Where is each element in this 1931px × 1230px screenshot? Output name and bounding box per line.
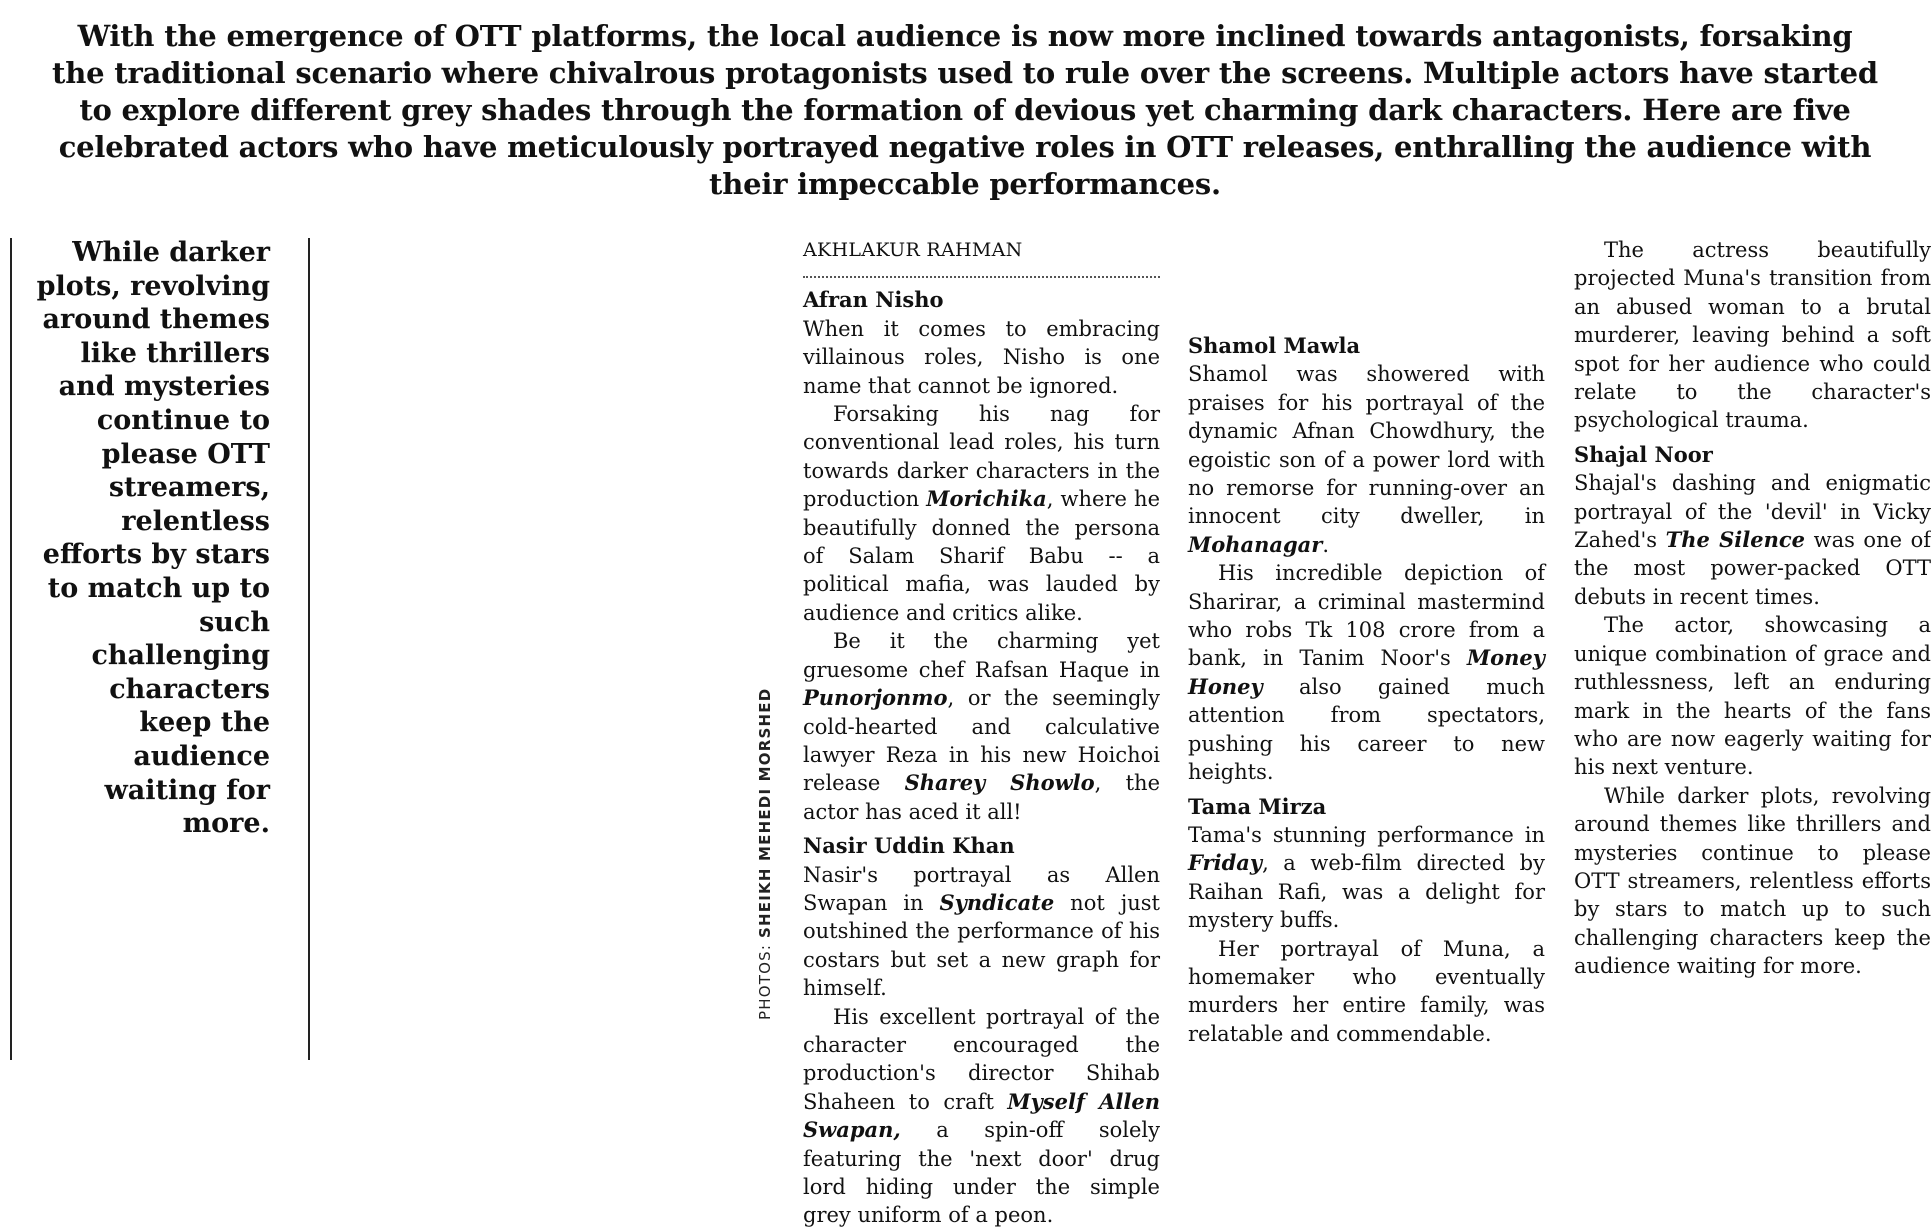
section-heading-nasir-uddin-khan: Nasir Uddin Khan xyxy=(803,833,1015,859)
afran-paragraph-3: Be it the charming yet gruesome chef Rafsan Haque in Punorjonmo, or the seemingly cold-hearted and calculative lawyer Reza in his new Hoichoi release Sharey Showlo, the actor has aced it all! xyxy=(803,629,1160,824)
section-heading-afran-nisho: Afran Nisho xyxy=(803,287,944,313)
title-sharey-showlo: Sharey Showlo xyxy=(904,770,1095,796)
title-friday: Friday xyxy=(1188,850,1263,876)
tama-paragraph-1: Tama's stunning performance in Friday, a web-film directed by Raihan Rafi, was a delight for mystery buffs. xyxy=(1188,822,1545,933)
article-column-3 xyxy=(1574,236,1931,981)
nasir-paragraph-2: His excellent portrayal of the character encouraged the production's director Shihab Shaheen to craft Myself Allen Swapan, a spin-off solely featuring the 'next door' drug lord hiding under the simple grey uniform of a peon. xyxy=(803,1004,1160,1228)
tama-paragraph-3: The actress beautifully projected Muna's transition from an abused woman to a brutal murderer, leaving behind a soft spot for her audience who could relate to the character's psychological trauma. xyxy=(1574,238,1931,433)
article-column-2 xyxy=(1188,236,1545,1048)
title-the-silence: The Silence xyxy=(1665,527,1806,553)
shajal-paragraph-1: Shajal's dashing and enigmatic portrayal of the 'devil' in Vicky Zahed's The Silence was one of the most power-packed OTT debuts in recent times. xyxy=(1574,471,1931,609)
title-mohanagar: Mohanagar xyxy=(1188,531,1323,557)
pull-quote-rule xyxy=(308,238,310,1060)
section-heading-shamol-mawla: Shamol Mawla xyxy=(1188,333,1361,358)
shajal-paragraph-3: While darker plots, revolving around themes like thrillers and mysteries continue to please OTT streamers, relentless efforts by stars to match up to such challenging characters keep the audience waiting for more. xyxy=(1574,783,1931,979)
title-punorjonmo: Punorjonmo xyxy=(803,685,948,711)
shamol-paragraph-1: Shamol was showered with praises for his portrayal of the dynamic Afnan Chowdhury, the egoistic son of a power lord with no remorse for running-over an innocent city dweller, in Mohanagar. xyxy=(1188,362,1545,557)
title-syndicate: Syndicate xyxy=(939,889,1055,915)
tama-paragraph-2: Her portrayal of Muna, a homemaker who eventually murders her entire family, was relatable and commendable. xyxy=(1188,936,1545,1046)
photo-credit-prefix: PHOTOS: xyxy=(756,937,774,1020)
afran-paragraph-2: Forsaking his nag for conventional lead roles, his turn towards darker characters in the production Morichika, where he beautifully donned the persona of Salam Sharif Babu -- a political mafia, was lauded by audience and critics alike. xyxy=(803,402,1160,625)
afran-paragraph-1: When it comes to embracing villainous roles, Nisho is one name that cannot be ignored. xyxy=(803,316,1160,398)
section-heading-tama-mirza: Tama Mirza xyxy=(1188,793,1327,819)
shajal-paragraph-2: The actor, showcasing a unique combination of grace and ruthlessness, left an enduring mark in the hearts of the fans who are now eagerly waiting for his next venture. xyxy=(1574,613,1931,780)
title-money-honey: Money Honey xyxy=(1188,645,1545,699)
title-morichika: Morichika xyxy=(926,486,1047,512)
pull-quote: While darker plots, revolving around themes like thrillers and mysteries continue to please OTT streamers, relentless efforts by stars to match up to such challenging characters keep the audience waiting for more. xyxy=(36,237,270,840)
left-column-rule xyxy=(10,238,12,1060)
nasir-paragraph-1: Nasir's portrayal as Allen Swapan in Syndicate not just outshined the performance of his costars but set a new graph for himself. xyxy=(803,862,1160,1001)
byline: AKHLAKUR RAHMAN xyxy=(803,236,1160,278)
section-heading-shajal-noor: Shajal Noor xyxy=(1574,441,1713,467)
photo-credit-name: SHEIKH MEHEDI MORSHED xyxy=(756,687,774,938)
article-column-1 xyxy=(803,236,1160,1230)
photo-credit xyxy=(756,688,774,1020)
intro-standfirst: With the emergence of OTT platforms, the local audience is now more inclined towards antagonists, forsaking the traditional scenario where chivalrous protagonists used to rule over the screens. Multiple actors have started to explore different grey shades through the formation of devious yet charming dark characters. Here are five celebrated actors who have meticulously portrayed negative roles in OTT releases, enthralling the audience with their impeccable performances. xyxy=(52,19,1878,201)
shamol-paragraph-2: His incredible depiction of Sharirar, a criminal mastermind who robs Tk 108 crore from a bank, in Tanim Noor's Money Honey also gained much attention from spectators, pushing his career to new heights. xyxy=(1188,561,1545,785)
title-myself-allen-swapan: Myself Allen Swapan, xyxy=(803,1088,1160,1143)
